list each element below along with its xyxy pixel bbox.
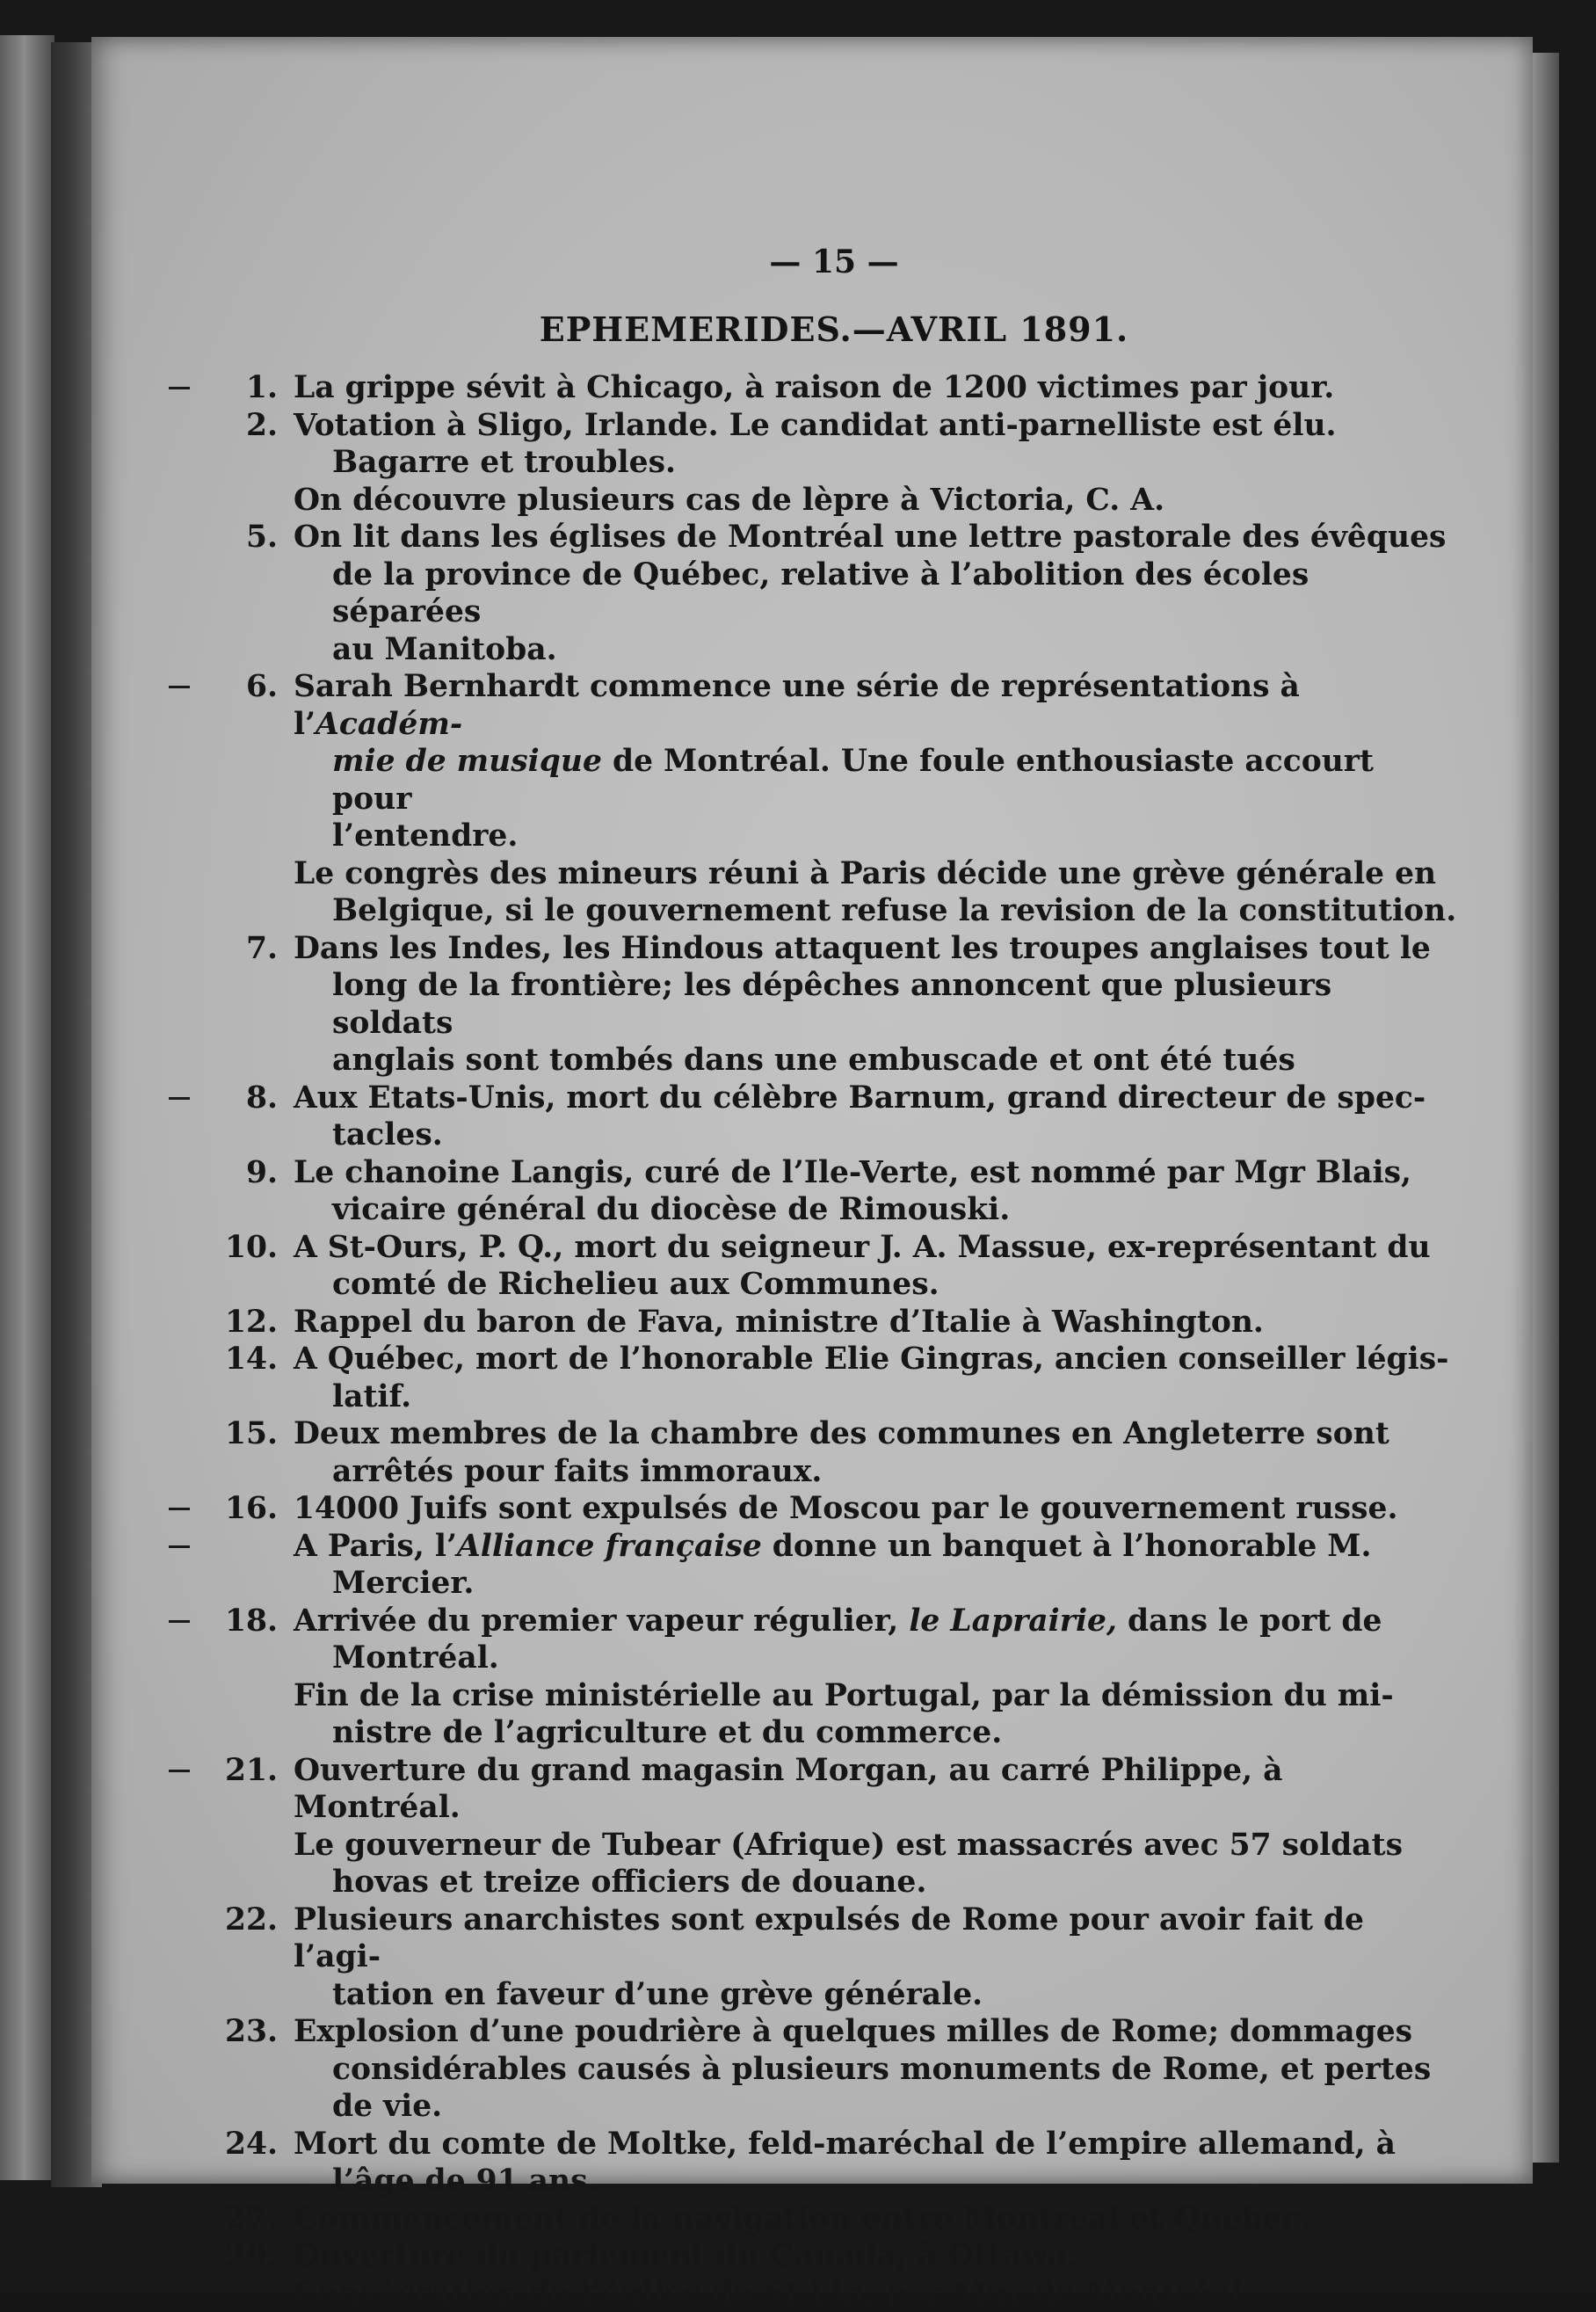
- entry-first-line: Le chanoine Langis, curé de l’Ile-Verte, est nommé par Mgr Blais,: [294, 1155, 1411, 1190]
- left-page-edge: [0, 35, 54, 2180]
- entry-text: dans le port de: [1117, 1603, 1382, 1639]
- entry-day-number: 2.: [197, 407, 278, 445]
- ephemeris-entry: [197, 1827, 1458, 1901]
- ephemeris-entry: [197, 407, 1458, 482]
- ephemeris-entry: [197, 482, 1458, 520]
- ephemeris-entry: [197, 1415, 1458, 1490]
- ephemerides-list: [197, 369, 1458, 2312]
- entry-day-number: 29.: [197, 2237, 278, 2275]
- margin-pencil-mark: [169, 387, 190, 389]
- entry-continuation-line: [294, 743, 1458, 818]
- margin-pencil-mark: [169, 1508, 190, 1510]
- entry-first-line: On découvre plusieurs cas de lèpre à Victoria, C. A.: [294, 483, 1164, 518]
- entry-continuation-line: Belgique, si le gouvernement refuse la revision de la constitution.: [294, 892, 1458, 930]
- entry-text: A Paris, l’: [294, 1529, 457, 1564]
- entry-continuation-line: de vie.: [294, 2088, 1458, 2126]
- ephemeris-entry: [197, 519, 1458, 668]
- page: [91, 37, 1533, 2184]
- entry-continuation-line: au Manitoba.: [294, 631, 1458, 669]
- ephemeris-entry: [197, 668, 1458, 855]
- entry-day-number: 5.: [197, 519, 278, 556]
- ephemeris-entry: [197, 1229, 1458, 1304]
- entry-continuation-line: l’entendre.: [294, 818, 1458, 855]
- ephemeris-entry: [197, 1528, 1458, 1603]
- entry-continuation-line: l’âge de 91 ans.: [294, 2163, 1458, 2200]
- entry-first-line: Ouverture du parlement du Canada, à Ottawa.: [294, 2238, 1078, 2273]
- entry-first-line: Rappel du baron de Fava, ministre d’Italie à Washington.: [294, 1305, 1264, 1340]
- entry-italic-text: Académ-: [316, 707, 462, 742]
- margin-pencil-mark: [169, 1545, 190, 1548]
- entry-text: Arrivée du premier vapeur régulier,: [294, 1603, 909, 1639]
- entry-day-number: 15.: [197, 1415, 278, 1453]
- ephemeris-entry: [197, 369, 1458, 407]
- entry-first-line: 14000 Juifs sont expulsés de Moscou par le gouvernement russe.: [294, 1491, 1397, 1526]
- entry-first-line: Fin de la crise ministérielle au Portugal, par la démission du mi-: [294, 1678, 1394, 1713]
- margin-pencil-mark: [169, 686, 190, 688]
- entry-continuation-line: de la province de Québec, relative à l’abolition des écoles séparées: [294, 556, 1458, 631]
- ephemeris-entry: [197, 1304, 1458, 1341]
- entry-continuation-line: comté de Richelieu aux Communes.: [294, 1266, 1458, 1304]
- entry-continuation-line: tation en faveur d’une grève générale.: [294, 1976, 1458, 2014]
- entry-day-number: 6.: [197, 668, 278, 706]
- entry-first-line: On lit dans les églises de Montréal une lettre pastorale des évêques: [294, 520, 1446, 555]
- page-number: — 15 —: [91, 244, 1577, 280]
- entry-day-number: 21.: [197, 1752, 278, 1790]
- entry-continuation-line: Montréal.: [294, 1639, 1458, 1677]
- ephemeris-entry: [197, 2200, 1458, 2238]
- entry-first-line: Le gouverneur de Tubear (Afrique) est massacrés avec 57 soldats: [294, 1828, 1403, 1863]
- entry-first-line: Votation à Sligo, Irlande. Le candidat anti-parnelliste est élu.: [294, 408, 1337, 443]
- entry-continuation-line: tacles.: [294, 1116, 1458, 1154]
- entry-first-line: A Québec, mort de l’honorable Elie Gingras, ancien conseiller légis-: [294, 1341, 1449, 1377]
- entry-first-line: Dans les Indes, les Hindous attaquent les troupes anglaises tout le: [294, 931, 1431, 966]
- ephemeris-entry: [197, 2126, 1458, 2200]
- entry-text: de Montréal. Une foule enthousiaste accourt pour: [332, 744, 1374, 817]
- ephemeris-entry: [197, 2275, 1458, 2312]
- entry-first-line: [294, 1603, 1382, 1639]
- entry-italic-text: le Laprairie,: [909, 1603, 1117, 1639]
- entry-continuation-line: hovas et treize officiers de douane.: [294, 1864, 1458, 1901]
- margin-pencil-mark: [169, 1620, 190, 1623]
- entry-day-number: 1.: [197, 369, 278, 407]
- entry-day-number: 16.: [197, 1490, 278, 1528]
- entry-first-line: La grippe sévit à Chicago, à raison de 1200 victimes par jour.: [294, 370, 1334, 405]
- entry-first-line: Commencement de la navigation entre Montréal et Québec.: [294, 2201, 1311, 2236]
- entry-continuation-line: Bagarre et troubles.: [294, 444, 1458, 482]
- entry-first-line: Aux Etats-Unis, mort du célèbre Barnum, grand directeur de spec-: [294, 1080, 1426, 1116]
- ephemeris-entry: [197, 1752, 1458, 1827]
- ephemeris-entry: [197, 930, 1458, 1080]
- entry-first-line: Le congrès des mineurs réuni à Paris décide une grève générale en: [294, 856, 1436, 891]
- ephemeris-entry: [197, 1080, 1458, 1154]
- entry-first-line: Plusieurs anarchistes sont expulsés de Rome pour avoir fait de l’agi-: [294, 1902, 1364, 1975]
- entry-first-line: [294, 1529, 1372, 1564]
- ephemeris-entry: [197, 2237, 1458, 2275]
- entry-text: donne un banquet à l’honorable M.: [762, 1529, 1372, 1564]
- entry-continuation-line: anglais sont tombés dans une embuscade et ont été tués: [294, 1042, 1458, 1080]
- entry-day-number: 22.: [197, 1901, 278, 1939]
- entry-day-number: 12.: [197, 1304, 278, 1341]
- ephemeris-entry: [197, 1490, 1458, 1528]
- ephemeris-entry: [197, 1677, 1458, 1752]
- entry-text: Sarah Bernhardt commence une série de représentations à l’: [294, 669, 1300, 742]
- page-heading: EPHEMERIDES.—AVRIL 1891.: [91, 309, 1577, 349]
- entry-continuation-line: Mercier.: [294, 1565, 1458, 1603]
- entry-day-number: 8.: [197, 1080, 278, 1117]
- entry-first-line: Deux membres de la chambre des communes en Angleterre sont: [294, 1416, 1389, 1451]
- entry-italic-text: Alliance française: [457, 1529, 762, 1564]
- ephemeris-entry: [197, 1154, 1458, 1229]
- ephemeris-entry: [197, 1341, 1458, 1415]
- entry-day-number: 23.: [197, 2013, 278, 2051]
- entry-continuation-line: latif.: [294, 1378, 1458, 1416]
- entry-first-line: Consécration de l’église de St Lin, par Mgr de Montréal.: [294, 2276, 1252, 2311]
- entry-day-number: 7.: [197, 930, 278, 968]
- entry-day-number: 18.: [197, 1603, 278, 1640]
- entry-day-number: 14.: [197, 1341, 278, 1378]
- entry-day-number: 10.: [197, 1229, 278, 1267]
- entry-continuation-line: vicaire général du diocèse de Rimouski.: [294, 1191, 1458, 1229]
- entry-continuation-line: nistre de l’agriculture et du commerce.: [294, 1714, 1458, 1752]
- entry-first-line: Explosion d’une poudrière à quelques milles de Rome; dommages: [294, 2014, 1412, 2049]
- entry-first-line: A St-Ours, P. Q., mort du seigneur J. A. Massue, ex-représentant du: [294, 1230, 1431, 1265]
- margin-pencil-mark: [169, 1097, 190, 1100]
- entry-continuation-line: considérables causés à plusieurs monuments de Rome, et pertes: [294, 2051, 1458, 2089]
- entry-italic-text: mie de musique: [332, 744, 602, 779]
- entry-first-line: Mort du comte de Moltke, feld-maréchal de l’empire allemand, à: [294, 2127, 1396, 2162]
- ephemeris-entry: [197, 2013, 1458, 2126]
- entry-first-line: [294, 669, 1300, 742]
- ephemeris-entry: [197, 855, 1458, 930]
- entry-day-number: 9.: [197, 1154, 278, 1192]
- entry-day-number: 27.: [197, 2200, 278, 2238]
- entry-day-number: 24.: [197, 2126, 278, 2163]
- ephemeris-entry: [197, 1901, 1458, 2014]
- ephemeris-entry: [197, 1603, 1458, 1677]
- entry-continuation-line: long de la frontière; les dépêches annoncent que plusieurs soldats: [294, 967, 1458, 1042]
- entry-continuation-line: arrêtés pour faits immoraux.: [294, 1453, 1458, 1491]
- entry-first-line: Ouverture du grand magasin Morgan, au carré Philippe, à Montréal.: [294, 1753, 1283, 1826]
- right-page-edge: [1533, 53, 1559, 2163]
- margin-pencil-mark: [169, 1770, 190, 1772]
